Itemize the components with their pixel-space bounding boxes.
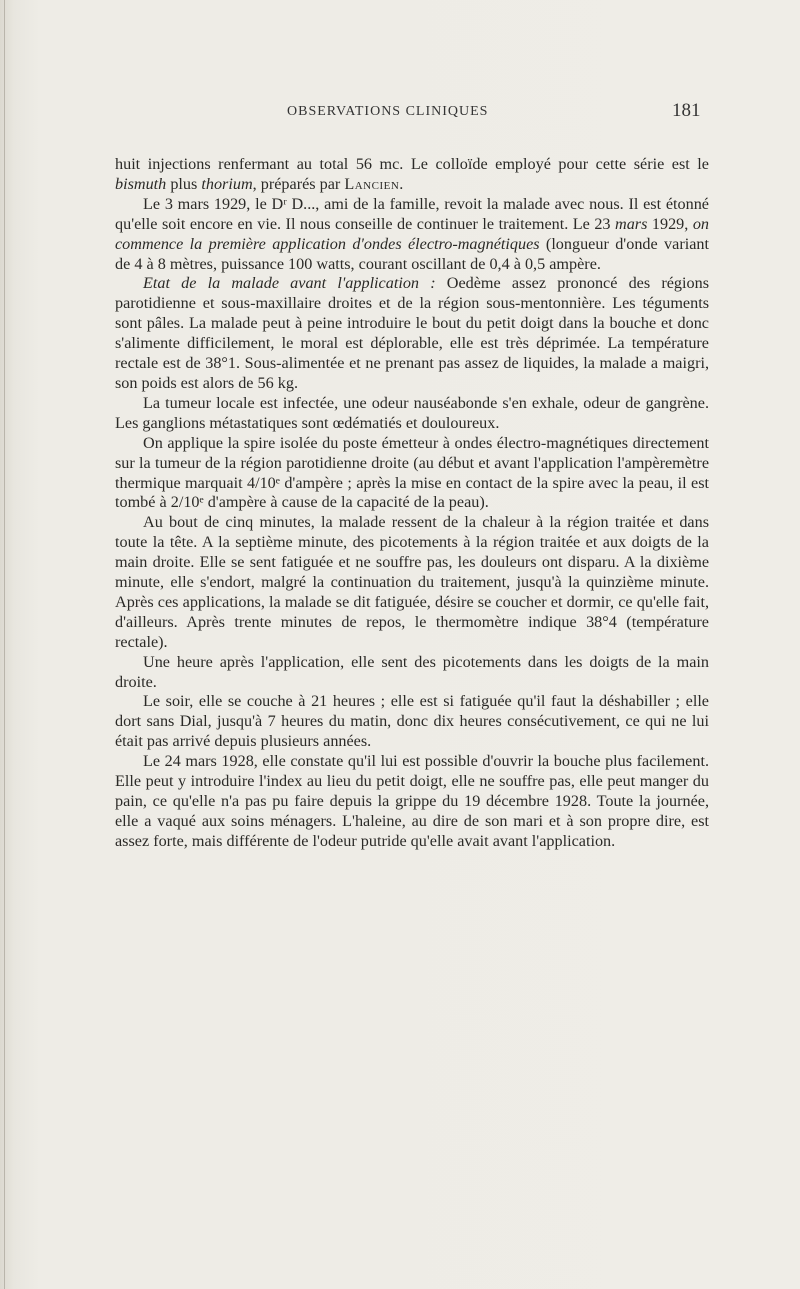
paragraph-9: Le 24 mars 1928, elle constate qu'il lui est possible d'ouvrir la bouche plus facilement. Elle peut y introduire l'index au lieu du petit doigt, elle ne souffre pas, elle peut manger du pain, ce qu'elle n'a pas pu faire depuis la grippe du 19 décembre 1928. Toute la journée, elle a vaqué aux soins ménagers. L'haleine, au dire de son mari et à son propre dire, est assez forte, mais différente de l'odeur putride qu'elle avait avant l'application. [115,752,709,850]
running-head: OBSERVATIONS CLINIQUES [287,104,489,119]
page-binding-edge [4,0,5,1289]
paragraph-6: Au bout de cinq minutes, la malade ressent de la chaleur à la région traitée et dans toute la tête. A la septième minute, des picotements à la région traitée et aux doigts de la main droite. Elle se sent fatiguée et ne souffre pas, les douleurs ont disparu. A la dixième minute, elle s'endort, malgré la continuation du traitement, jusqu'à la quinzième minute. Après ces applications, la malade se dit fatiguée, désire se coucher et dormir, ce qu'elle fait, d'ailleurs. Après trente minutes de repos, le thermomètre indique 38°4 (température rectale). [115,513,709,651]
paragraph-5: On applique la spire isolée du poste émetteur à ondes électro-magnétiques directement sur la tumeur de la région parotidienne droite (au début et avant l'application l'ampèremètre thermique marquait 4/10ᵉ d'ampère ; après la mise en contact de la spire avec la peau, il est tombé à 2/10ᵉ d'ampère à cause de la capacité de la peau). [115,433,709,512]
paragraph-7: Une heure après l'application, elle sent des picotements dans les doigts de la main droite. [115,652,709,691]
page-header [0,100,800,124]
paragraph-1: huit injections renfermant au total 56 mc. Le colloïde employé pour cette série est le bismuth plus thorium, préparés par Lancien. [115,155,709,193]
page-number: 181 [672,100,701,121]
body-text [115,155,709,852]
paragraph-4: La tumeur locale est infectée, une odeur nauséabonde s'en exhale, odeur de gangrène. Les ganglions métastatiques sont œdématiés et douloureux. [115,393,709,432]
paragraph-2: Le 3 mars 1929, le Dʳ D..., ami de la famille, revoit la malade avec nous. Il est étonné qu'elle soit encore en vie. Il nous conseille de continuer le traitement. Le 23 mars 1929, on commence la première application d'ondes électro-magnétiques (longueur d'onde variant de 4 à 8 mètres, puissance 100 watts, courant oscillant de 0,4 à 0,5 ampère. [115,194,709,273]
paragraph-8: Le soir, elle se couche à 21 heures ; elle est si fatiguée qu'il faut la déshabiller ; elle dort sans Dial, jusqu'à 7 heures du matin, donc dix heures consécutivement, ce qui ne lui était pas arrivé depuis plusieurs années. [115,692,709,751]
paragraph-3: Etat de la malade avant l'application : Oedème assez prononcé des régions parotidienne et sous-maxillaire droites et de la région sous-mentonnière. Les téguments sont pâles. La malade peut à peine introduire le bout du petit doigt dans la bouche et donc s'alimente difficilement, le moral est déplorable, elle est très déprimée. La température rectale est de 38°1. Sous-alimentée et ne prenant pas assez de liquides, la malade a maigri, son poids est alors de 56 kg. [115,274,709,392]
